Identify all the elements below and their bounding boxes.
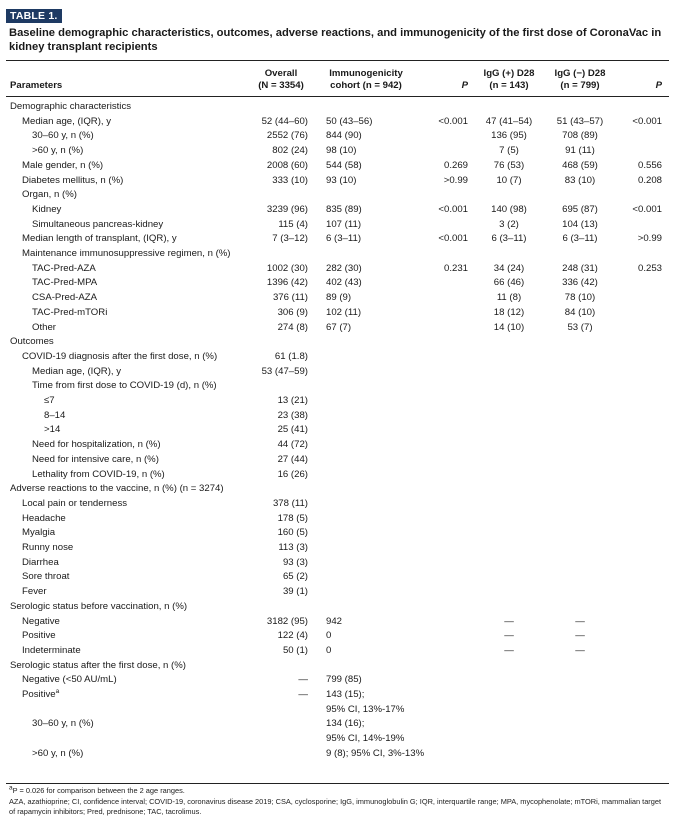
footnote-a [9, 786, 669, 796]
row-label: Headache [22, 512, 66, 524]
cell-overall: 274 (8) [277, 321, 308, 333]
row-label: ≤7 [44, 395, 55, 406]
cell-overall: 52 (44–60) [261, 115, 308, 127]
row-label: >14 [44, 424, 61, 436]
cell-immunogenicity: 0 [326, 630, 332, 642]
cell-immunogenicity: 134 (16); [326, 718, 365, 730]
cell-overall: 93 (3) [282, 556, 308, 568]
cell-igg-positive: 11 (8) [496, 292, 522, 304]
cell-igg-negative: 708 (89) [562, 130, 598, 142]
row-label: TAC-Pred-AZA [32, 262, 96, 274]
row-label: Maintenance immunosuppressive regimen, n (%) [22, 248, 231, 259]
cell-overall: 65 (2) [282, 571, 308, 583]
cell-igg-negative: 468 (59) [562, 159, 598, 171]
table-row [0, 188, 678, 201]
header-overall-line2: (N = 3354) [258, 80, 304, 91]
header-igg-negative [548, 68, 612, 92]
cell-immunogenicity: 102 (11) [326, 306, 362, 318]
table-row [0, 174, 678, 187]
cell-overall: — [298, 674, 308, 686]
row-label: Local pain or tenderness [22, 497, 128, 509]
cell-immunogenicity: 799 (85) [326, 674, 362, 686]
header-parameters: Parameters [10, 80, 63, 91]
row-label: CSA-Pred-AZA [32, 292, 98, 304]
cell-p-value-igg: <0.001 [632, 115, 662, 127]
table-row [0, 115, 678, 128]
cell-p-value: >0.99 [443, 174, 468, 186]
row-label: Organ, n (%) [22, 189, 77, 201]
cell-igg-positive: 18 (12) [493, 306, 525, 318]
row-label: Serologic status before vaccination, n (%) [10, 600, 188, 612]
cell-igg-negative: 248 (31) [562, 262, 598, 274]
cell-igg-positive: 140 (98) [491, 203, 527, 215]
cell-overall: 1002 (30) [266, 262, 308, 274]
row-label: Diarrhea [22, 556, 59, 568]
table-row [0, 159, 678, 172]
row-label: Other [32, 321, 56, 333]
cell-igg-negative: 695 (87) [562, 203, 598, 215]
cell-p-value: 0.231 [443, 262, 468, 274]
cell-overall: 160 (5) [277, 527, 308, 539]
row-label: Runny nose [22, 542, 74, 553]
header-p1: P [461, 80, 468, 91]
cell-overall: 113 (3) [278, 542, 308, 553]
table-row [0, 291, 678, 304]
cell-overall: 3182 (95) [266, 615, 308, 627]
row-label: Myalgia [22, 527, 56, 539]
cell-p-value: <0.001 [438, 233, 468, 245]
cell-igg-negative: — [575, 615, 585, 627]
cell-immunogenicity: 67 (7) [326, 321, 352, 333]
cell-igg-negative: 78 (10) [564, 292, 596, 304]
cell-igg-negative: 83 (10) [564, 174, 596, 186]
row-label: Indeterminate [22, 644, 81, 656]
cell-p-value: 0.269 [443, 159, 468, 171]
row-label: Fever [22, 586, 47, 598]
table-row [0, 365, 678, 378]
table-row [0, 659, 678, 672]
cell-overall: 333 (10) [272, 174, 308, 186]
header-igg-positive [478, 68, 540, 92]
table-row [0, 497, 678, 510]
cell-igg-positive: — [504, 644, 514, 656]
row-label: Simultaneous pancreas-kidney [32, 218, 164, 230]
row-label: 30–60 y, n (%) [32, 130, 94, 142]
table-row [0, 203, 678, 216]
table-row [0, 600, 678, 613]
footnote-a-text: P = 0.026 for comparison between the 2 age ranges. [12, 786, 185, 795]
table-row [0, 129, 678, 142]
table-row [0, 276, 678, 289]
table-row [0, 717, 678, 730]
cell-overall: 16 (26) [277, 468, 308, 480]
cell-overall: — [298, 689, 308, 700]
cell-p-value-igg: 0.208 [637, 174, 662, 186]
cell-immunogenicity: 107 (11) [326, 218, 362, 230]
cell-immunogenicity: 93 (10) [326, 174, 357, 186]
table-row [0, 306, 678, 319]
cell-overall: 27 (44) [277, 453, 308, 465]
cell-igg-positive: 76 (53) [493, 159, 525, 171]
cell-p-value-igg: >0.99 [637, 233, 662, 245]
cell-p-value-igg: 0.253 [637, 262, 662, 274]
row-label: Negative [22, 615, 60, 627]
cell-igg-positive: 14 (10) [493, 321, 525, 333]
table-row [0, 321, 678, 334]
cell-igg-positive: — [504, 630, 514, 642]
cell-igg-positive: 7 (5) [499, 145, 519, 157]
cell-igg-negative: 51 (43–57) [556, 115, 604, 127]
row-label: Demographic characteristics [10, 101, 132, 112]
header-igg-neg-line1: IgG (−) D28 [554, 68, 606, 79]
cell-overall: 2552 (76) [266, 130, 308, 142]
table-row [0, 732, 678, 745]
cell-immunogenicity: 844 (90) [326, 130, 362, 142]
footnote-a-marker: a [9, 784, 13, 792]
cell-igg-negative: 6 (3–11) [562, 233, 598, 245]
cell-igg-negative: — [575, 630, 585, 642]
cell-immunogenicity: 95% CI, 13%-17% [326, 703, 405, 715]
table-row [0, 438, 678, 451]
cell-igg-positive: 34 (24) [493, 262, 525, 274]
table-number-badge: TABLE 1. [6, 9, 62, 23]
cell-overall: 13 (21) [277, 395, 308, 406]
row-label: Median length of transplant, (IQR), y [22, 233, 177, 245]
cell-overall: 7 (3–12) [272, 233, 308, 245]
row-label: Positive$^a$ [22, 687, 60, 700]
row-label: Positive [22, 630, 56, 642]
top-rule [6, 60, 669, 61]
row-label: Adverse reactions to the vaccine, n (%) (n = 3274) [10, 483, 224, 495]
header-igg-neg-line2: (n = 799) [560, 80, 600, 91]
cell-immunogenicity: 544 (58) [326, 159, 362, 171]
header-rule [6, 96, 669, 97]
cell-immunogenicity: 402 (43) [326, 277, 362, 289]
row-label: Need for hospitalization, n (%) [32, 439, 161, 451]
table-row [0, 512, 678, 525]
cell-igg-negative: 84 (10) [564, 306, 596, 318]
cell-overall: 61 (1.8) [274, 350, 308, 362]
table-row [0, 615, 678, 628]
table-row [0, 688, 678, 701]
row-label: Need for intensive care, n (%) [32, 453, 159, 465]
row-label: Time from first dose to COVID-19 (d), n (%) [32, 380, 217, 392]
cell-immunogenicity: 50 (43–56) [326, 115, 373, 127]
cell-igg-positive: 136 (95) [491, 130, 527, 142]
cell-immunogenicity: 9 (8); 95% CI, 3%-13% [326, 747, 425, 759]
cell-overall: 122 (4) [277, 630, 308, 642]
cell-p-value-igg: 0.556 [637, 159, 662, 171]
row-label: >60 y, n (%) [32, 747, 84, 759]
cell-igg-negative: 336 (42) [562, 277, 598, 289]
row-label: Negative (<50 AU/mL) [22, 674, 117, 686]
cell-overall: 44 (72) [277, 439, 308, 451]
table-row [0, 629, 678, 642]
row-label: Diabetes mellitus, n (%) [22, 174, 124, 186]
table-row [0, 350, 678, 363]
cell-overall: 50 (1) [282, 644, 308, 656]
cell-immunogenicity: 6 (3–11) [326, 233, 362, 245]
header-overall-line1: Overall [264, 68, 298, 79]
row-label: Lethality from COVID-19, n (%) [32, 468, 165, 480]
cell-igg-positive: 66 (46) [493, 277, 525, 289]
header-immuno-line1: Immunogenicity [329, 68, 403, 79]
cell-immunogenicity: 835 (89) [326, 203, 362, 215]
cell-igg-positive: 6 (3–11) [491, 233, 527, 245]
cell-p-value-igg: <0.001 [632, 203, 662, 215]
cell-immunogenicity: 95% CI, 14%-19% [326, 733, 405, 745]
row-label: Median age, (IQR), y [22, 115, 112, 127]
table-row [0, 144, 678, 157]
table-row [0, 453, 678, 466]
table-row [0, 570, 678, 583]
table-row [0, 247, 678, 260]
row-label: >60 y, n (%) [32, 145, 84, 157]
row-label: TAC-Pred-MPA [32, 277, 98, 289]
header-igg-pos-line1: IgG (+) D28 [483, 68, 535, 79]
cell-overall: 2008 (60) [266, 159, 308, 171]
table-row [0, 482, 678, 495]
row-label: Sore throat [22, 571, 70, 583]
header-overall [246, 68, 316, 92]
header-immuno-line2: cohort (n = 942) [330, 80, 402, 91]
cell-overall: 306 (9) [277, 306, 308, 318]
cell-immunogenicity: 143 (15); [326, 689, 365, 700]
bottom-rule [6, 783, 669, 784]
cell-overall: 53 (47–59) [261, 365, 308, 377]
table-row [0, 262, 678, 275]
cell-igg-positive: 47 (41–54) [485, 115, 533, 127]
row-label: COVID-19 diagnosis after the first dose, n (%) [22, 350, 218, 362]
table-row [0, 335, 678, 348]
cell-immunogenicity: 0 [326, 644, 332, 656]
table-row [0, 673, 678, 686]
cell-igg-negative: 91 (11) [565, 145, 595, 157]
row-label-superscript: a [55, 687, 60, 695]
cell-igg-negative: 104 (13) [562, 218, 598, 230]
table-row [0, 747, 678, 760]
cell-igg-negative: — [575, 644, 585, 656]
cell-p-value: <0.001 [438, 115, 468, 127]
cell-immunogenicity: 282 (30) [326, 262, 362, 274]
cell-overall: 376 (11) [272, 292, 308, 304]
table-row [0, 218, 678, 231]
table-row [0, 232, 678, 245]
cell-overall: 802 (24) [272, 145, 308, 157]
cell-overall: 378 (11) [272, 497, 308, 509]
header-igg-pos-line2: (n = 143) [489, 80, 529, 91]
cell-overall: 115 (4) [278, 218, 308, 230]
row-label: 30–60 y, n (%) [32, 718, 94, 730]
table-row [0, 100, 678, 113]
cell-overall: 39 (1) [282, 586, 308, 598]
cell-igg-positive: 3 (2) [499, 218, 519, 230]
row-label: 8–14 [44, 409, 66, 421]
table-row [0, 585, 678, 598]
table-row [0, 468, 678, 481]
table-row [0, 541, 678, 554]
row-label: Serologic status after the first dose, n (%) [10, 659, 186, 671]
table-title: Baseline demographic characteristics, outcomes, adverse reactions, and immunogenicity of the first dose of CoronaVac in kidney transplant recipients [9, 27, 662, 53]
cell-igg-negative: 53 (7) [567, 321, 593, 333]
header-immunogenicity [318, 68, 414, 92]
table-row [0, 644, 678, 657]
footnote-abbreviations: AZA, azathioprine; CI, confidence interval; COVID-19, coronavirus disease 2019; CSA, cyclosporine; IgG, immunoglobulin G; IQR, interquartile range; MPA, mycophenolate; mTORi, mammalian target of rapamycin inhibitors; Pred, prednisone; TAC, tacrolimus. [9, 797, 662, 816]
table-row [0, 526, 678, 539]
row-label: Median age, (IQR), y [32, 365, 122, 377]
cell-overall: 3239 (96) [266, 203, 308, 215]
cell-igg-positive: — [504, 615, 514, 627]
row-label: Outcomes [10, 336, 54, 348]
table-row [0, 703, 678, 716]
table-row [0, 394, 678, 407]
cell-immunogenicity: 98 (10) [326, 145, 357, 157]
row-label: Kidney [32, 203, 62, 215]
table-row [0, 409, 678, 422]
cell-immunogenicity: 942 [326, 615, 343, 627]
cell-immunogenicity: 89 (9) [326, 292, 352, 304]
cell-igg-positive: 10 (7) [496, 174, 522, 186]
cell-overall: 23 (38) [277, 409, 308, 421]
cell-overall: 1396 (42) [266, 277, 308, 289]
table-row [0, 423, 678, 436]
cell-overall: 25 (41) [277, 424, 308, 436]
header-p2: P [655, 80, 662, 91]
table-row [0, 379, 678, 392]
cell-p-value: <0.001 [438, 203, 468, 215]
row-label: TAC-Pred-mTORi [32, 306, 108, 318]
table-row [0, 556, 678, 569]
cell-overall: 178 (5) [277, 512, 308, 524]
row-label: Male gender, n (%) [22, 159, 104, 171]
